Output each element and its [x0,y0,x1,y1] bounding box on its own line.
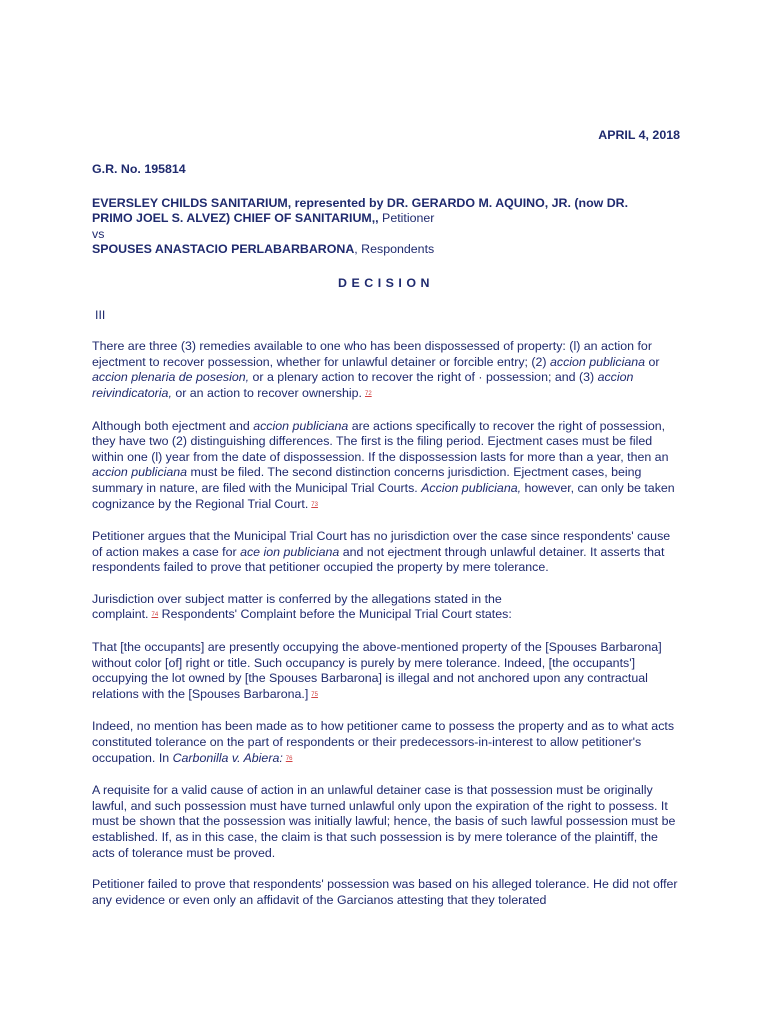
italic-term: accion reivindicatoria, [92,370,634,400]
italic-term: accion plenaria de posesion, [92,370,250,385]
petitioner-label: Petitioner [378,211,435,226]
text-run: Jurisdiction over subject matter is conferred by the allegations stated in the [92,591,502,606]
versus-text: vs [92,226,105,241]
paragraph-petitioner-argues [92,529,680,576]
text-run: or [645,354,660,369]
text-run: Indeed, no mention has been made as to how petitioner came to possess the property and as to what acts constituted tolerance on the part of respondents or their predecessors-in-interest to allow petitioner's occupation. In [92,719,675,765]
text-run: and not ejectment through unlawful detainer. It asserts that respondents failed to prove that petitioner occupied the property by mere tolerance. [92,544,665,575]
paragraph-requisite [92,783,680,861]
text-run: or a plenary action to recover the right of · possession; and (3) [249,370,598,385]
case-citation: Carbonilla v. Abiera: [172,750,283,765]
decision-date: APRIL 4, 2018 [598,128,680,142]
italic-term: ace ion publiciana [240,544,340,559]
respondent-label: , Respondents [354,242,435,257]
text-run: Respondents' Complaint before the Municipal Trial Court states: [158,607,512,622]
gr-number: G.R. No. 195814 [92,162,186,176]
paragraph-no-mention [92,719,680,767]
text-run: Although both ejectment and [92,418,254,433]
text-run: complaint. [92,607,149,622]
text-run: Petitioner failed to prove that respondents' possession was based on his alleged tolerance. He did not offer any evidence or even only an affidavit of the Garcianos attesting that they tolerated [92,877,678,907]
petitioner-name-line1: EVERSLEY CHILDS SANITARIUM, represented by DR. GERARDO M. AQUINO, JR. (now DR. [92,195,629,210]
paragraph-remedies [92,339,680,402]
footnote-link-75[interactable]: 75 [311,691,318,698]
paragraph-failed-to-prove [92,877,680,908]
paragraph-distinctions [92,419,680,514]
text-run: or an action to recover ownership. [171,385,362,400]
paragraph-jurisdiction [92,592,680,624]
footnote-link-76[interactable]: 76 [285,755,293,762]
italic-term: accion publiciana [253,418,349,433]
italic-term: accion publiciana [549,354,646,369]
footnote-link-74[interactable]: 74 [151,612,159,619]
text-run: must be filed. The second distinction concerns jurisdiction. Ejectment cases, being summary in nature, are filed with the Municipal Trial Courts. [92,465,642,495]
decision-title: DECISION [338,275,434,290]
italic-term: Accion publiciana, [421,480,522,495]
text-run: however, can only be taken cognizance by the Regional Trial Court. [92,480,675,511]
text-run: There are three (3) remedies available to one who has been dispossessed of property: (l) an action for ejectment to recover possession, whether for unlawful detainer or forcible entry; (2) [92,339,652,369]
text-run: Petitioner argues that the Municipal Trial Court has no jurisdiction over the case since respondents' cause of action makes a case for [92,529,671,559]
text-run: That [the occupants] are presently occupying the above-mentioned property of the [Spouses Barbarona] without color [of] right or title. Such occupancy is purely by mere tolerance. Indeed, [the occupants'] occupying the lot owned by [the Spouses Barbarona] is illegal and not anchored upon any contractual relations with the [Spouses Barbarona.] [92,640,662,701]
petitioner-name-line2: PRIMO JOEL S. ALVEZ) CHIEF OF SANITARIUM,, [92,211,379,226]
footnote-link-73[interactable]: 73 [311,501,318,508]
paragraph-complaint-quote [92,640,680,703]
document-body [92,128,680,908]
text-run: are actions specifically to recover the right of possession, they have two (2) distinguishing differences. The first is the filing period. Ejectment cases must be filed within one (l) year from the date of dispossession. If the dispossession lasts for more than a year, then an [92,418,669,464]
italic-term: accion publiciana [92,465,188,480]
footnote-link-72[interactable]: 72 [364,390,372,397]
respondent-name: SPOUSES ANASTACIO PERLABARBARONA [92,242,355,257]
text-run: A requisite for a valid cause of action in an unlawful detainer case is that possession must be originally lawful, and such possession must have turned unlawful only upon the expiration of the right to possess. It must be shown that the possession was initially lawful; hence, the basis of such lawful possession must be established. If, as in this case, the claim is that such possession is by mere tolerance of the plaintiff, the acts of tolerance must be proved. [92,783,676,860]
section-numeral: III [95,307,106,322]
case-parties [92,196,680,258]
